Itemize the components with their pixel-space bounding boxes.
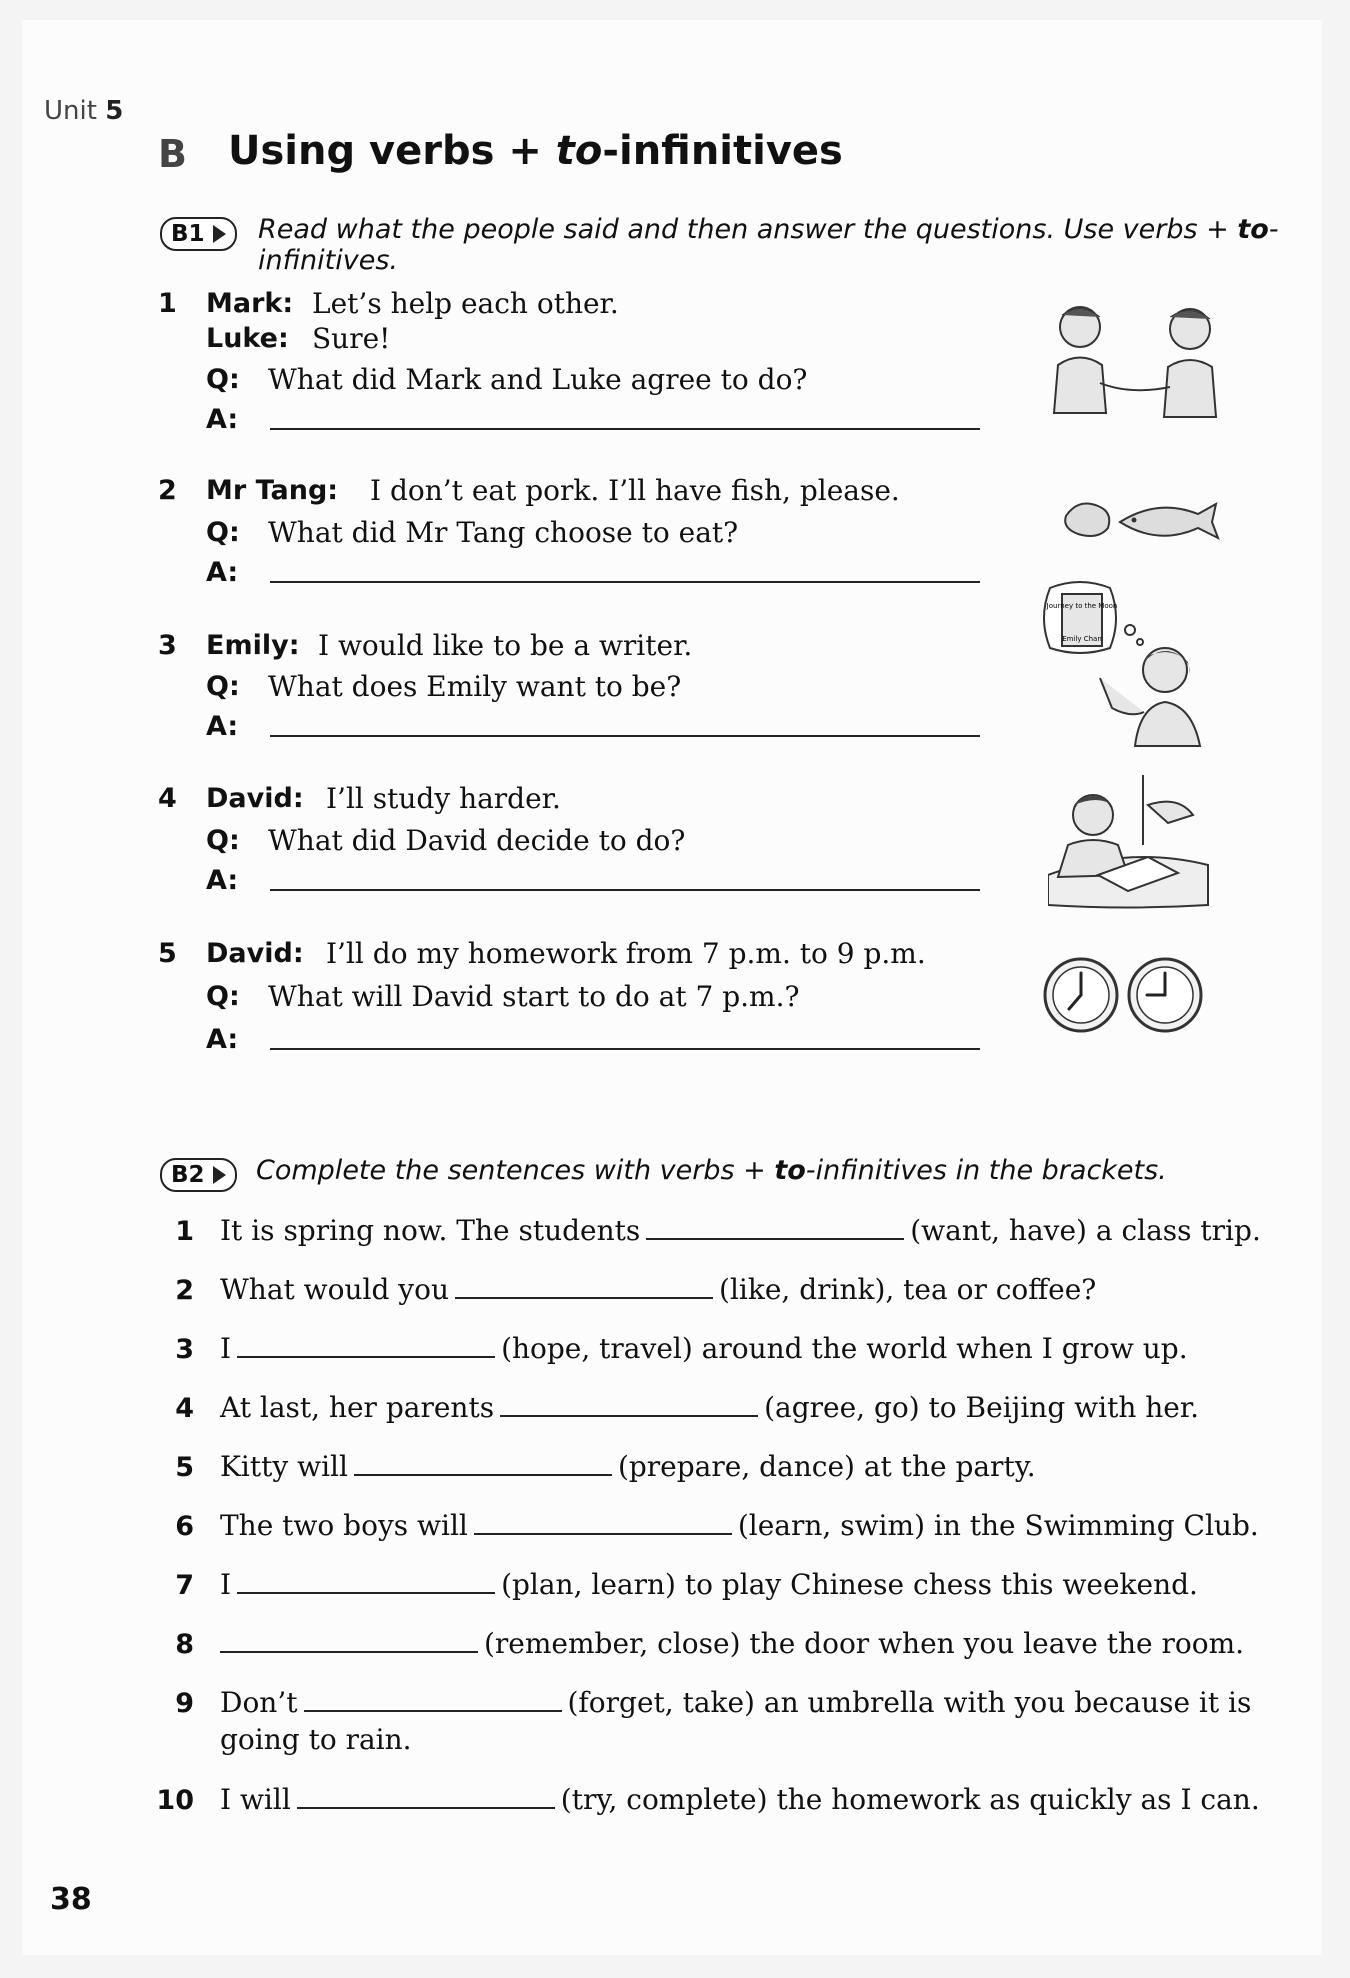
speaker-name: Mr Tang:: [206, 475, 339, 506]
meat-and-fish-illustration: [1058, 488, 1223, 558]
question-text: What does Emily want to be?: [268, 670, 682, 703]
b2-item-number: 3: [175, 1334, 194, 1365]
section-title: Using verbs + to-infinitives: [228, 128, 843, 174]
b2-item-number: 4: [175, 1393, 194, 1424]
b2-item-number: 5: [175, 1452, 194, 1483]
dialogue-text: I’ll study harder.: [326, 782, 561, 815]
answer-line[interactable]: [270, 581, 980, 583]
book-cover-title: Journey to the Moon: [1046, 602, 1118, 610]
a-label: A:: [206, 1024, 239, 1055]
fill-blank[interactable]: [474, 1509, 732, 1535]
boy-studying-illustration: [1048, 765, 1213, 910]
b1-item-number: 1: [158, 288, 177, 319]
q-label: Q:: [206, 517, 240, 548]
speaker-name: Emily:: [206, 630, 300, 661]
q-label: Q:: [206, 825, 240, 856]
speaker-name: Mark:: [206, 288, 294, 319]
fill-blank[interactable]: [304, 1686, 562, 1712]
two-clocks-illustration: [1043, 955, 1205, 1037]
b2-sentence: I (hope, travel) around the world when I grow up.: [220, 1332, 1188, 1365]
b2-sentence: Don’t (forget, take) an umbrella with you because it is: [220, 1686, 1252, 1719]
b2-item-number: 7: [175, 1570, 194, 1601]
fill-blank[interactable]: [220, 1627, 478, 1653]
dialogue-text: Let’s help each other.: [312, 287, 619, 320]
a-label: A:: [206, 404, 239, 435]
question-text: What did David decide to do?: [268, 824, 686, 857]
answer-line[interactable]: [270, 428, 980, 430]
dialogue-text: Sure!: [312, 322, 391, 355]
q-label: Q:: [206, 671, 240, 702]
speaker-name: David:: [206, 938, 304, 969]
girl-thinking-of-book-illustration: [1040, 578, 1210, 748]
b2-sentence: (remember, close) the door when you leave the room.: [214, 1626, 1244, 1662]
b1-item-number: 4: [158, 783, 177, 814]
b2-badge: B2: [160, 1158, 237, 1192]
page-number: 38: [50, 1882, 92, 1917]
question-text: What did Mr Tang choose to eat?: [268, 516, 739, 549]
question-text: What will David start to do at 7 p.m.?: [268, 980, 800, 1013]
dialogue-text: I’ll do my homework from 7 p.m. to 9 p.m.: [326, 937, 926, 970]
question-text: What did Mark and Luke agree to do?: [268, 363, 808, 396]
two-boys-shaking-hands-illustration: [1040, 295, 1240, 430]
book-cover-author: Emily Chan: [1062, 635, 1102, 643]
b2-sentence: What would you (like, drink), tea or coffee?: [220, 1273, 1097, 1306]
fill-blank[interactable]: [500, 1391, 758, 1417]
b2-sentence: I will (try, complete) the homework as quickly as I can.: [220, 1783, 1260, 1816]
fill-blank[interactable]: [455, 1273, 713, 1299]
answer-line[interactable]: [270, 735, 980, 737]
b2-item-number: 9: [175, 1688, 194, 1719]
b2-item-number: 6: [175, 1511, 194, 1542]
unit-label: Unit 5: [44, 96, 124, 126]
answer-line[interactable]: [270, 889, 980, 891]
fill-blank[interactable]: [354, 1450, 612, 1476]
b2-item-number: 8: [175, 1629, 194, 1660]
a-label: A:: [206, 557, 239, 588]
b2-sentence-continued: going to rain.: [220, 1723, 412, 1756]
a-label: A:: [206, 865, 239, 896]
a-label: A:: [206, 711, 239, 742]
b2-instruction: Complete the sentences with verbs + to-infinitives in the brackets.: [256, 1155, 1167, 1186]
b1-badge: B1: [160, 217, 237, 251]
dialogue-text: I don’t eat pork. I’ll have fish, please.: [370, 474, 900, 507]
fill-blank[interactable]: [237, 1332, 495, 1358]
b1-instruction: Read what the people said and then answer the questions. Use verbs + to-infinitives.: [258, 214, 1279, 276]
q-label: Q:: [206, 364, 240, 395]
speaker-name: Luke:: [206, 323, 289, 354]
b2-item-number: 1: [175, 1216, 194, 1247]
b2-sentence: I (plan, learn) to play Chinese chess this weekend.: [220, 1568, 1198, 1601]
fill-blank[interactable]: [646, 1214, 904, 1240]
b1-item-number: 2: [158, 475, 177, 506]
q-label: Q:: [206, 981, 240, 1012]
b2-item-number: 10: [156, 1785, 194, 1816]
speaker-name: David:: [206, 783, 304, 814]
dialogue-text: I would like to be a writer.: [318, 629, 693, 662]
fill-blank[interactable]: [237, 1568, 495, 1594]
b2-sentence: Kitty will (prepare, dance) at the party.: [220, 1450, 1036, 1483]
section-letter: B: [158, 132, 187, 176]
b1-item-number: 5: [158, 938, 177, 969]
b2-sentence: The two boys will (learn, swim) in the Swimming Club.: [220, 1509, 1259, 1542]
b2-sentence: At last, her parents (agree, go) to Beijing with her.: [220, 1391, 1200, 1424]
answer-line[interactable]: [270, 1048, 980, 1050]
b2-item-number: 2: [175, 1275, 194, 1306]
b2-sentence: It is spring now. The students (want, have) a class trip.: [220, 1214, 1261, 1247]
b1-item-number: 3: [158, 630, 177, 661]
fill-blank[interactable]: [297, 1783, 555, 1809]
